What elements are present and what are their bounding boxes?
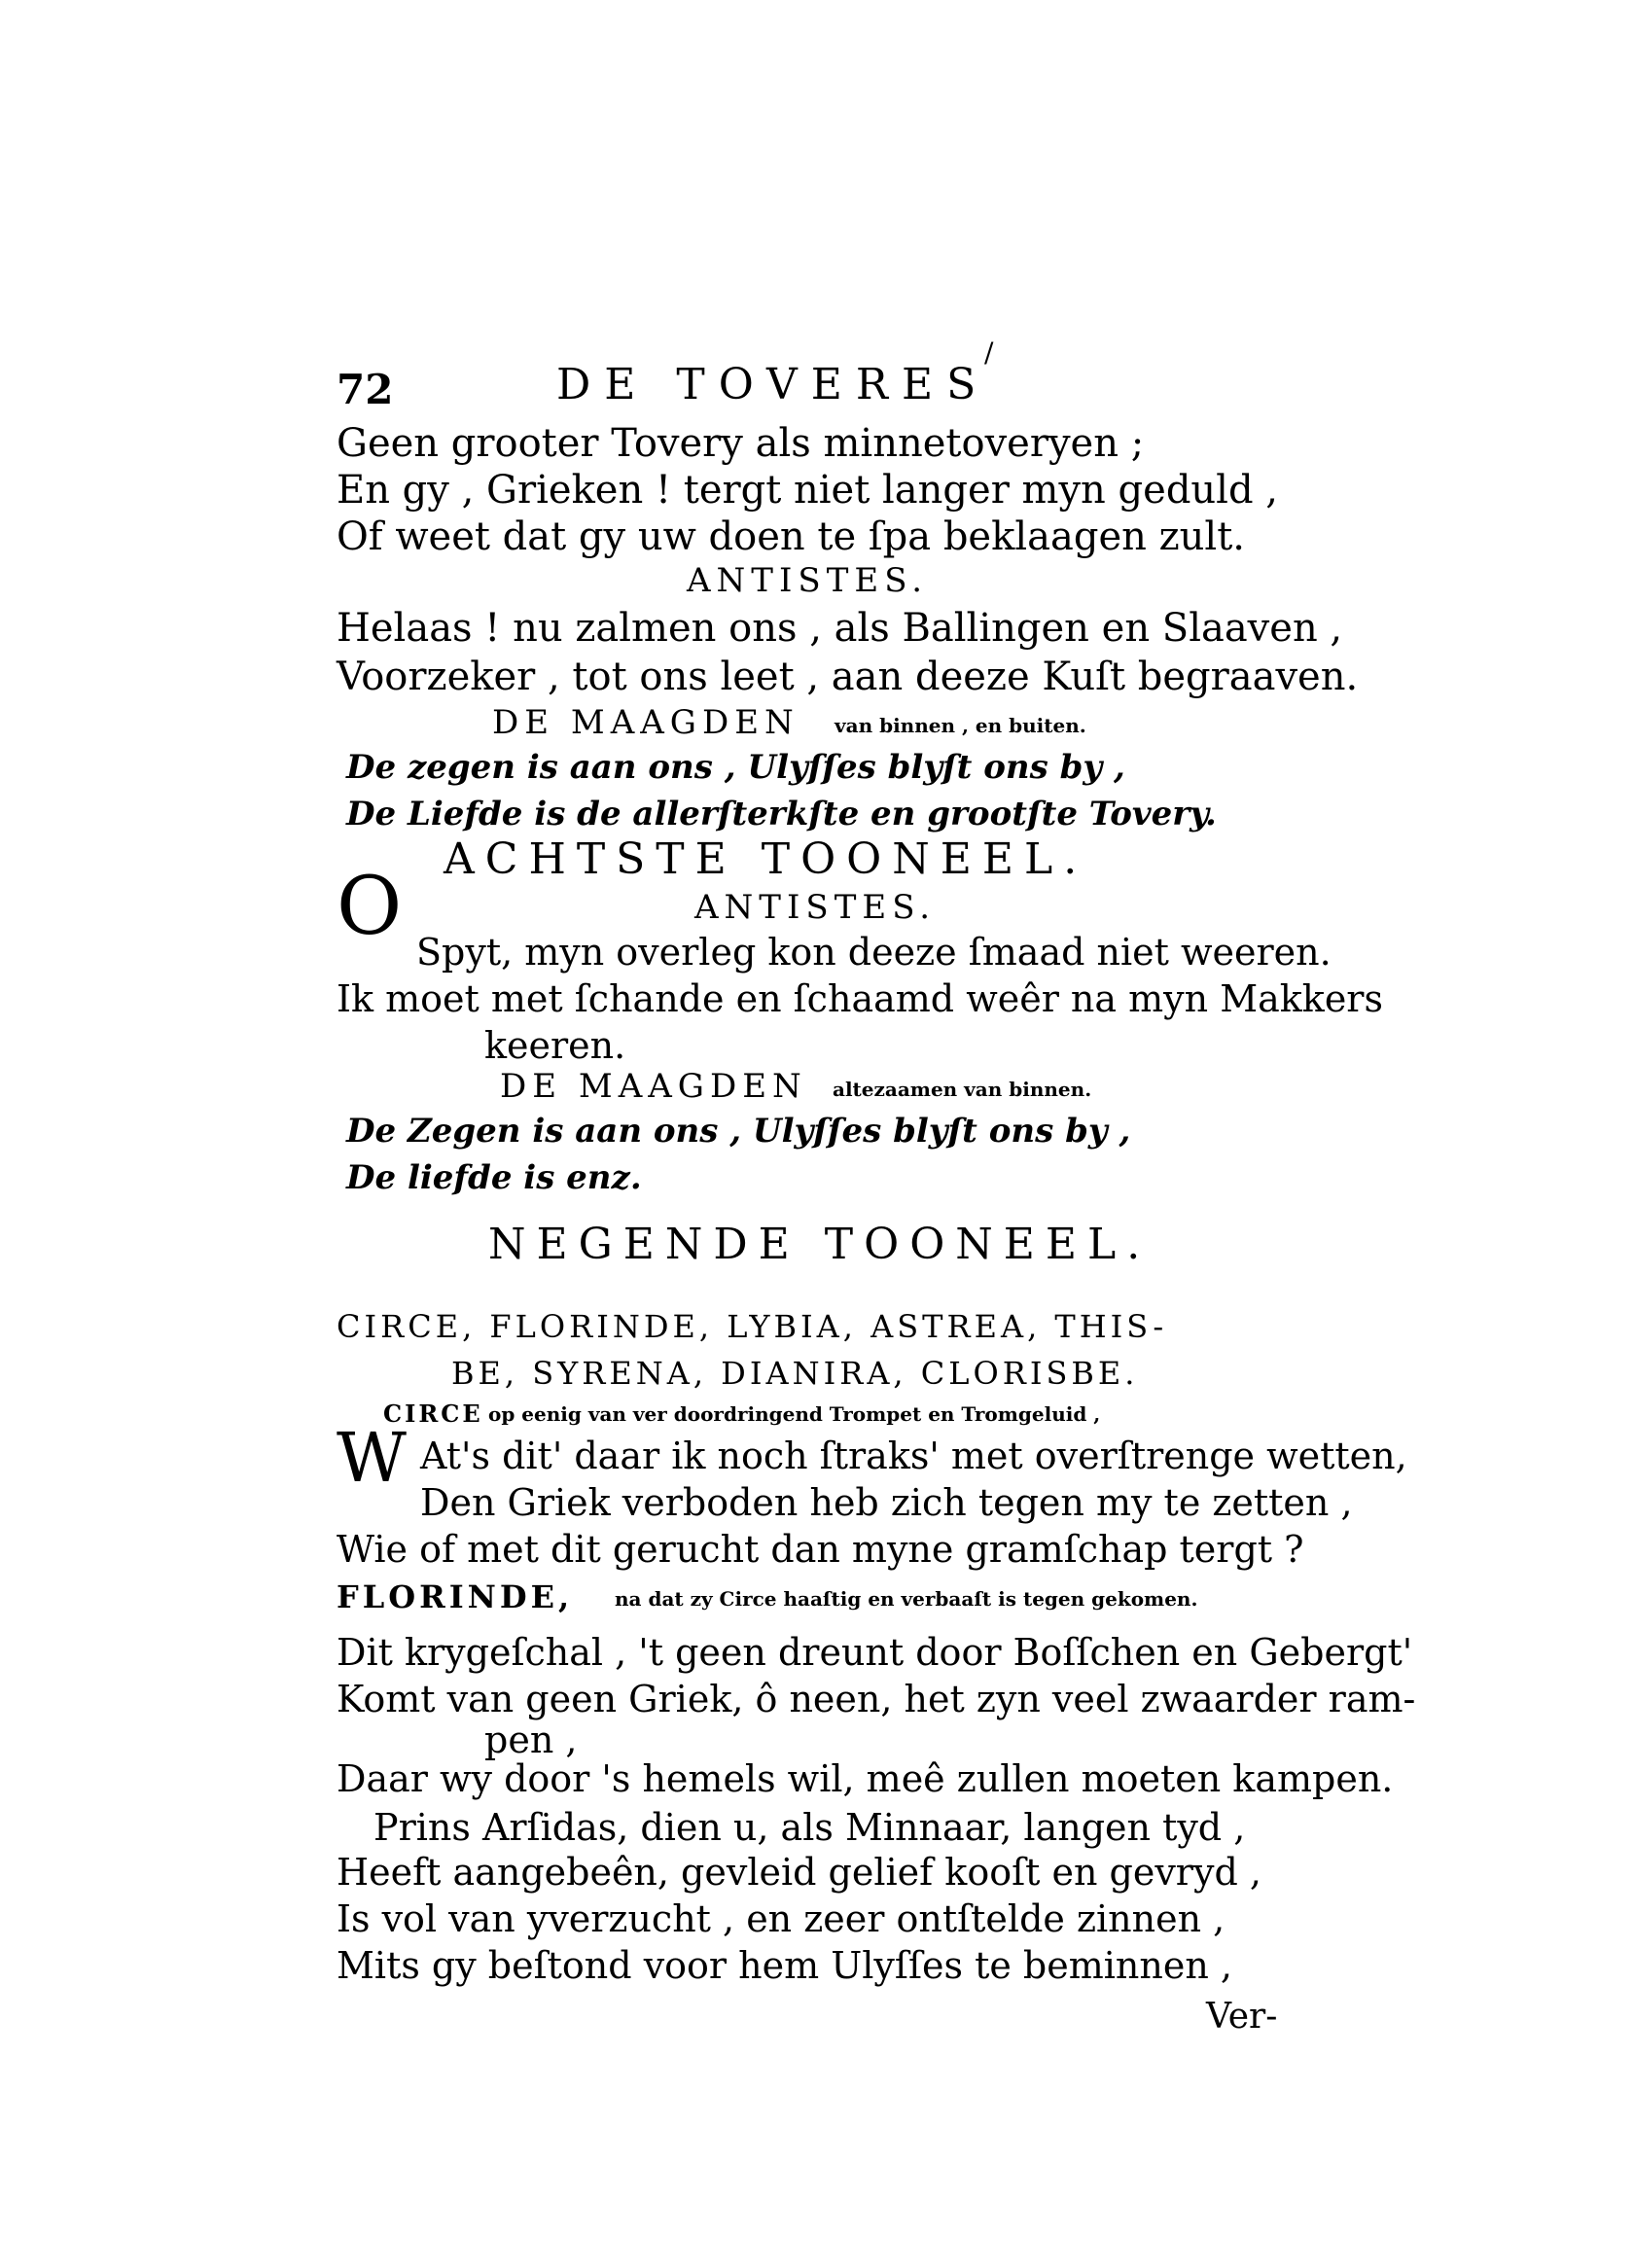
catchword: Ver- bbox=[1206, 1997, 1278, 2037]
scene-heading: NEGENDE TOONEEL. bbox=[488, 1220, 1152, 1269]
chorus-line: De Liefde is de allerſterkſte en grootſte Tovery. bbox=[346, 795, 1217, 833]
cast-list: CIRCE, FLORINDE, LYBIA, ASTREA, THIS- bbox=[337, 1308, 1168, 1345]
accent-mark: / bbox=[984, 337, 994, 369]
stage-direction: altezaamen van binnen. bbox=[833, 1078, 1092, 1101]
chorus-line: De zegen is aan ons , Ulyſſes blyſt ons by , bbox=[346, 748, 1125, 787]
drop-capital: O bbox=[337, 861, 403, 953]
verse-line: Helaas ! nu zalmen ons , als Ballingen en Slaaven , bbox=[337, 606, 1343, 651]
stage-direction: op eenig van ver doordringend Trompet en Tromgeluid , bbox=[488, 1402, 1101, 1426]
verse-line: Dit krygeſchal , 't geen dreunt door Boſſchen en Gebergt' bbox=[337, 1631, 1413, 1674]
verse-line: Voorzeker , tot ons leet , aan deeze Kuſt begraaven. bbox=[337, 655, 1359, 699]
chorus-line: De liefde is enz. bbox=[346, 1158, 642, 1197]
scene-heading: ACHTSTE TOONEEL. bbox=[444, 834, 1088, 884]
verse-line: Geen grooter Tovery als minnetoveryen ; bbox=[337, 421, 1145, 466]
verse-line: Daar wy door 's hemels wil, meê zullen moeten kampen. bbox=[337, 1757, 1394, 1800]
verse-line: Wie of met dit gerucht dan myne gramſchap tergt ? bbox=[337, 1528, 1304, 1571]
speaker-name: DE MAAGDEN bbox=[492, 703, 799, 742]
speaker-name: ANTISTES. bbox=[687, 561, 929, 600]
verse-line: Mits gy beſtond voor hem Ulyſſes te beminnen , bbox=[337, 1944, 1232, 1987]
stage-direction: van binnen , en buiten. bbox=[835, 714, 1086, 737]
verse-line: Heeft aangebeên, gevleid gelief kooſt en gevryd , bbox=[337, 1851, 1261, 1894]
page-number: 72 bbox=[337, 366, 394, 413]
verse-line: Ik moet met ſchande en ſchaamd weêr na myn Makkers bbox=[337, 977, 1383, 1020]
speaker-name: CIRCE bbox=[383, 1400, 483, 1428]
verse-line: Komt van geen Griek, ô neen, het zyn veel zwaarder ram- bbox=[337, 1678, 1416, 1720]
drop-capital: W bbox=[337, 1418, 407, 1498]
cast-list: BE, SYRENA, DIANIRA, CLORISBE. bbox=[451, 1355, 1139, 1392]
verse-line: Den Griek verboden heb zich tegen my te zetten , bbox=[420, 1481, 1353, 1524]
speaker-name: DE MAAGDEN bbox=[500, 1067, 807, 1106]
verse-line: pen , bbox=[484, 1719, 578, 1761]
verse-line: Prins Arſidas, dien u, als Minnaar, langen tyd , bbox=[373, 1806, 1246, 1849]
verse-line: Is vol van yverzucht , en zeer ontſtelde zinnen , bbox=[337, 1897, 1226, 1940]
verse-line: keeren. bbox=[484, 1024, 626, 1067]
verse-line: Of weet dat gy uw doen te ſpa beklaagen zult. bbox=[337, 514, 1246, 559]
speaker-name: FLORINDE, bbox=[337, 1578, 574, 1615]
chorus-line: De Zegen is aan ons , Ulyſſes blyſt ons by , bbox=[346, 1112, 1131, 1151]
stage-direction: na dat zy Circe haaſtig en verbaaſt is tegen gekomen. bbox=[615, 1587, 1198, 1611]
verse-line: En gy , Grieken ! tergt niet langer myn geduld , bbox=[337, 468, 1279, 513]
speaker-name: ANTISTES. bbox=[694, 888, 937, 927]
verse-line: At's dit' daar ik noch ſtraks' met overſtrenge wetten, bbox=[420, 1435, 1407, 1477]
verse-line: Spyt, myn overleg kon deeze ſmaad niet weeren. bbox=[416, 931, 1332, 974]
running-title: DE TOVERES bbox=[556, 360, 990, 409]
